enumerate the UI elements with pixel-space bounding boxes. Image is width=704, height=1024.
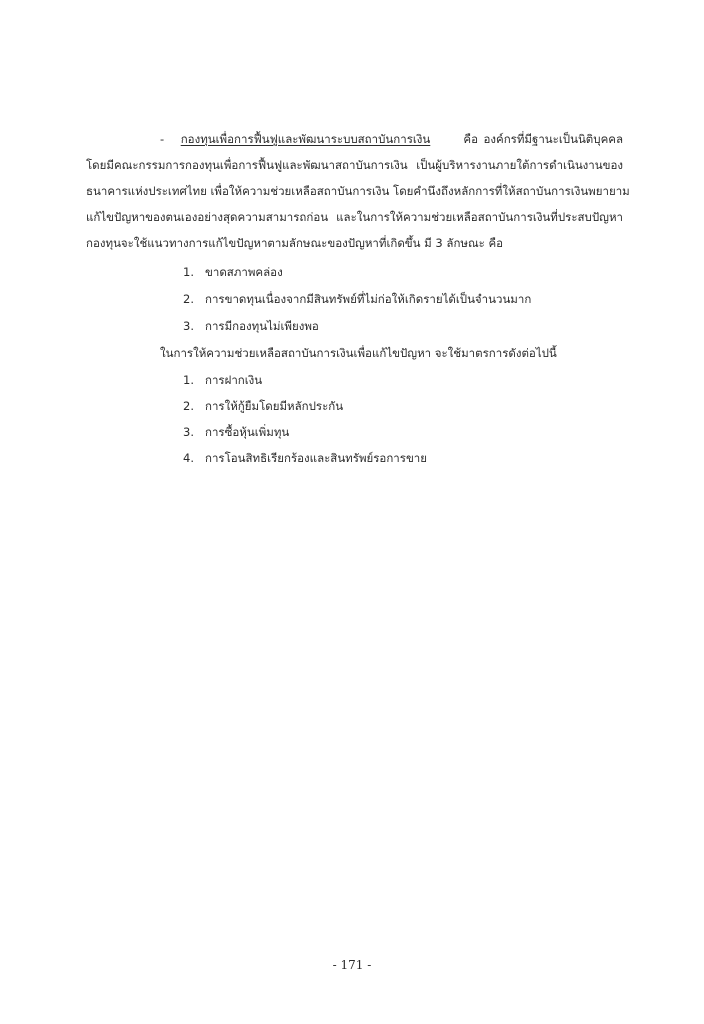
- list-text: การขาดทุนเนื่องจากมีสินทรัพย์ที่ไม่ก่อให้เกิดรายได้เป็นจำนวนมาก: [205, 292, 532, 306]
- list-item: [183, 372, 262, 388]
- list-text: การให้กู้ยืมโดยมีหลักประกัน: [205, 399, 344, 413]
- list-item: [183, 291, 531, 307]
- list-item: [183, 264, 283, 280]
- paragraph-line-3: ธนาคารแห่งประเทศไทย เพื่อให้ความช่วยเหลือสถาบันการเงิน โดยคำนึงถึงหลักการที่ให้สถาบันการเงินพยายาม: [86, 184, 630, 198]
- list-number: 4.: [183, 451, 194, 465]
- list-text: การมีกองทุนไม่เพียงพอ: [205, 319, 319, 333]
- list-item: [183, 398, 343, 414]
- list-number: 2.: [183, 292, 194, 306]
- page-number: - 171 -: [332, 958, 372, 972]
- paragraph-line-1: [160, 131, 623, 147]
- list-number: 3.: [183, 319, 194, 333]
- list-item: [183, 424, 289, 440]
- list-text: การโอนสิทธิเรียกร้องและสินทรัพย์รอการขาย: [205, 451, 427, 465]
- list-item: [183, 318, 319, 334]
- list-text: ขาดสภาพคล่อง: [205, 265, 283, 279]
- list-number: 1.: [183, 373, 194, 387]
- list-dash: -: [160, 132, 165, 146]
- list-text: การฝากเงิน: [205, 373, 263, 387]
- paragraph-line-5: กองทุนจะใช้แนวทางการแก้ไขปัญหาตามลักษณะของปัญหาที่เกิดขึ้น มี 3 ลักษณะ คือ: [86, 236, 504, 250]
- paragraph-line-2: โดยมีคณะกรรมการกองทุนเพื่อการฟื้นฟูและพัฒนาสถาบันการเงิน เป็นผู้บริหารงานภายใต้การดำเนินงานของ: [86, 158, 623, 172]
- list-number: 3.: [183, 425, 194, 439]
- measures-intro: ในการให้ความช่วยเหลือสถาบันการเงินเพื่อแก้ไขปัญหา จะใช้มาตรการดังต่อไปนี้: [160, 346, 557, 360]
- defined-term: กองทุนเพื่อการฟื้นฟูและพัฒนาระบบสถาบันการเงิน: [180, 132, 431, 146]
- paragraph-line-4: แก้ไขปัญหาของตนเองอย่างสุดความสามารถก่อน และในการให้ความช่วยเหลือสถาบันการเงินที่ประสบปัญหา: [86, 210, 623, 224]
- list-number: 2.: [183, 399, 194, 413]
- definition-text: คือ องค์กรที่มีฐานะเป็นนิติบุคคล: [463, 132, 623, 146]
- list-item: [183, 450, 427, 466]
- list-text: การซื้อหุ้นเพิ่มทุน: [205, 425, 290, 439]
- list-number: 1.: [183, 265, 194, 279]
